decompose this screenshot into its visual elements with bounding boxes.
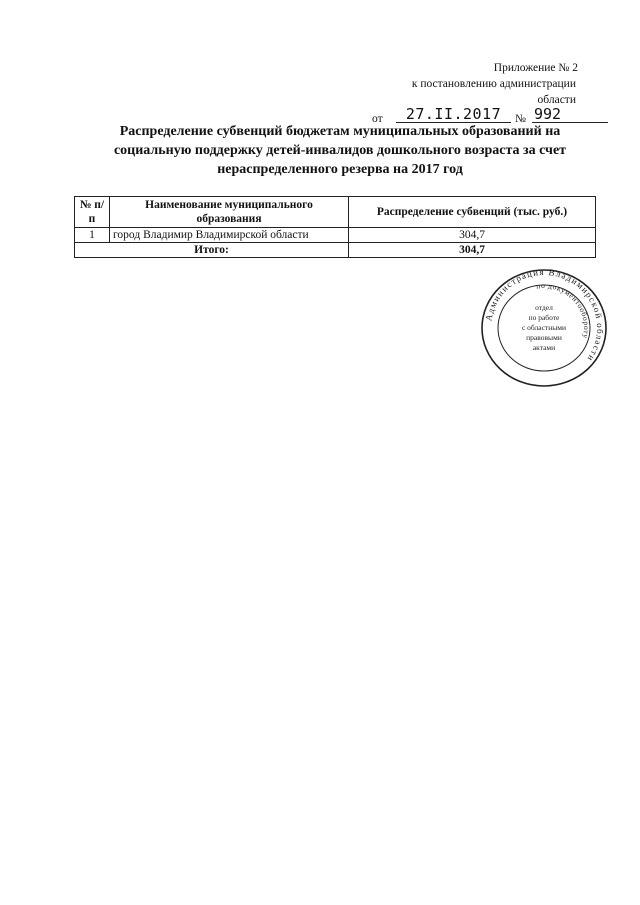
table-row [75,228,596,243]
stamp-center-line-4: правовыми [526,333,562,342]
total-label: Итого: [75,243,349,258]
row-amount: 304,7 [349,228,596,243]
header-number: № п/п [75,197,110,228]
appendix-block [372,60,612,127]
total-amount: 304,7 [349,243,596,258]
table-total-row [75,243,596,258]
number-label: № [515,113,526,125]
document-title [80,122,600,179]
stamp-outer-text: Администрация Владимирской области [483,268,606,364]
stamp-seal-graphic [477,268,611,388]
title-line-1: Распределение субвенций бюджетам муниципальных образований на [119,124,561,139]
title-line-3: нераспределенного резерва на 2017 год [217,162,463,177]
decree-number: 992 [532,106,608,123]
stamp-center-line-2: по работе [528,313,560,322]
distribution-table [74,196,596,258]
header-amount: Распределение субвенций (тыс. руб.) [349,197,596,228]
appendix-reference: к постановлению администрации области [411,78,576,106]
row-municipality: город Владимир Владимирской области [110,228,349,243]
stamp-center-line-1: отдел [535,303,553,312]
stamp-center-line-5: актами [532,343,556,352]
appendix-title: Приложение № 2 [493,62,578,74]
table-header-row [75,197,596,228]
title-line-2: социальную поддержку детей-инвалидов дошкольного возраста за счет [113,143,567,158]
from-label: от [372,113,383,125]
official-stamp [477,268,611,388]
stamp-center-line-3: с областными [521,323,567,332]
decree-date: 27.II.2017 [396,106,511,123]
header-municipality: Наименование муниципального образования [110,197,349,228]
row-number: 1 [75,228,110,243]
stamp-inner-text: по документообороту [535,280,592,340]
